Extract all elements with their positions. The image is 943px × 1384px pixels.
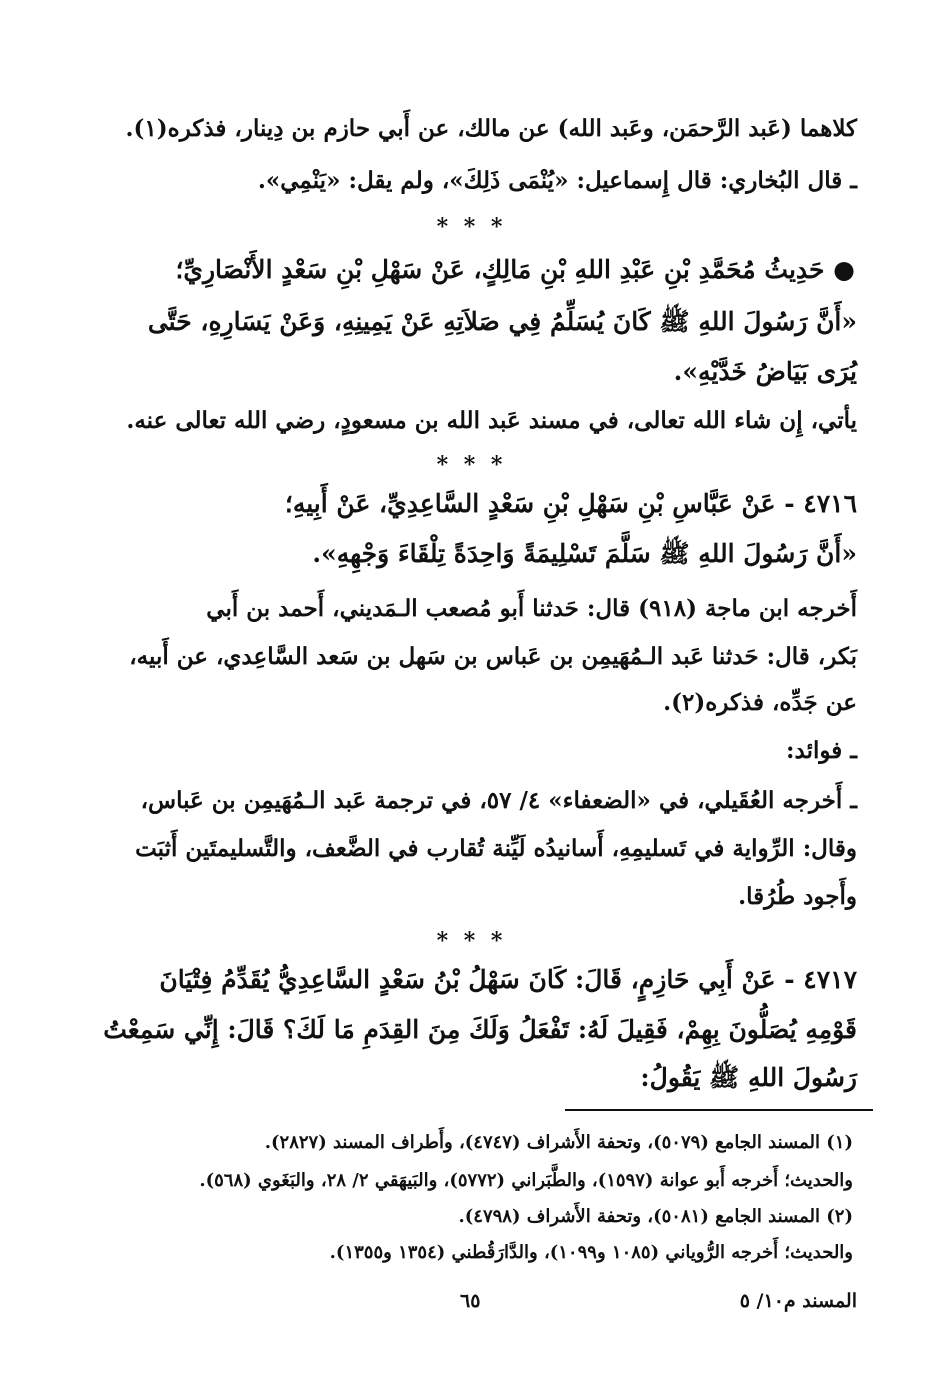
hadith-text-line-1: «أَنَّ رَسُولَ اللهِ ﷺ كَانَ يُسَلِّمُ فِي صَلاَتِهِ عَنْ يَمِينِهِ، وَعَنْ يَسَارِهِ، حَتَّى (147, 307, 857, 336)
hadith-chain: ● حَدِيثُ مُحَمَّدِ بْنِ عَبْدِ اللهِ بْنِ مَالِكٍ، عَنْ سَهْلِ بْنِ سَعْدٍ الأَنْصَارِيِّ؛ (175, 255, 855, 284)
paragraph-line-2: ـ قال البُخاري: قال إِسماعيل: «يُنْمَى ذَلِكَ»، ولم يقل: «يَنْمِي». (257, 167, 857, 194)
takhrij-line-2: بَكر، قال: حَدثنا عَبد الـمُهَيمِن بن عَباس بن سَهل بن سَعد السَّاعِدي، عن أَبيه، (129, 643, 857, 670)
footnote-1-continued: والحديث؛ أَخرجه أَبو عوانة (١٥٩٧)، والطَّبَراني (٥٧٧٢)، والبَيهَقي ٢/ ٢٨، والبَغَوي (٥٦٨). (199, 1170, 853, 1191)
benefits-line-3: وأَجود طُرُقا. (738, 883, 857, 910)
hadith-4716-text: «أَنَّ رَسُولَ اللهِ ﷺ سَلَّمَ تَسْلِيمَةً وَاحِدَةً تِلْقَاءَ وَجْهِهِ». (312, 539, 857, 568)
benefits-line-2: وقال: الرِّواية في تَسليمِهِ، أَسانيدُه لَيِّنة تُقارب في الضَّعف، والتَّسليمتَين أَثبَت (135, 835, 857, 862)
benefits-heading: ـ فوائد: (786, 737, 857, 764)
hadith-4717-line-2: قَوْمِهِ يُصَلُّونَ بِهِمْ، فَقِيلَ لَهُ: تَفْعَلُ وَلَكَ مِنَ القِدَمِ مَا لَكَ؟ قَالَ: إِنِّي سَمِعْتُ (103, 1015, 857, 1044)
page-number: ٦٥ (460, 1290, 481, 1312)
volume-mark: المسند م١٠/ ٥ (739, 1290, 857, 1312)
benefits-line-1: ـ أَخرجه العُقَيلي، في «الضعفاء» ٤/ ٥٧، في ترجمة عَبد الـمُهَيمِن بن عَباس، (140, 787, 857, 814)
section-separator: * * * (436, 452, 507, 478)
footnote-2-continued: والحديث؛ أَخرجه الرُّوياني (١٠٨٥ و١٠٩٩)، والدَّارَقُطني (١٣٥٤ و١٣٥٥). (329, 1242, 853, 1263)
takhrij-line-1: أَخرجه ابن ماجة (٩١٨) قال: حَدثنا أَبو مُصعب الـمَديني، أَحمد بن أَبي (206, 595, 857, 622)
hadith-text-line-2: يُرَى بَيَاضُ خَدَّيْهِ». (673, 357, 857, 386)
footnote-1: (١) المسند الجامع (٥٠٧٩)، وتحفة الأَشراف (٤٧٤٧)، وأَطراف المسند (٢٨٢٧). (264, 1132, 853, 1153)
section-separator: * * * (436, 928, 507, 954)
cross-reference-line: يأتي، إِن شاء الله تعالى، في مسند عَبد الله بن مسعودٍ، رضي الله تعالى عنه. (126, 407, 857, 434)
hadith-4716-chain: ٤٧١٦ - عَنْ عَبَّاسِ بْنِ سَهْلِ بْنِ سَعْدٍ السَّاعِدِيِّ، عَنْ أَبِيهِ؛ (284, 489, 857, 518)
takhrij-line-3: عن جَدِّه، فذكره(٢). (663, 689, 857, 716)
hadith-4717-line-3: رَسُولَ اللهِ ﷺ يَقُولُ: (640, 1063, 857, 1092)
footnote-2: (٢) المسند الجامع (٥٠٨١)، وتحفة الأَشراف (٤٧٩٨). (458, 1206, 853, 1227)
hadith-4717-line-1: ٤٧١٧ - عَنْ أَبِي حَازِمٍ، قَالَ: كَانَ سَهْلُ بْنُ سَعْدٍ السَّاعِدِيُّ يُقَدِّمُ فِتْيَانَ (159, 965, 857, 994)
footnote-rule (565, 1109, 873, 1111)
paragraph-line-1: كلاهما (عَبد الرَّحمَن، وعَبد الله) عن مالك، عن أَبي حازم بن دِينار، فذكره(١). (125, 115, 857, 142)
section-separator: * * * (436, 214, 507, 240)
